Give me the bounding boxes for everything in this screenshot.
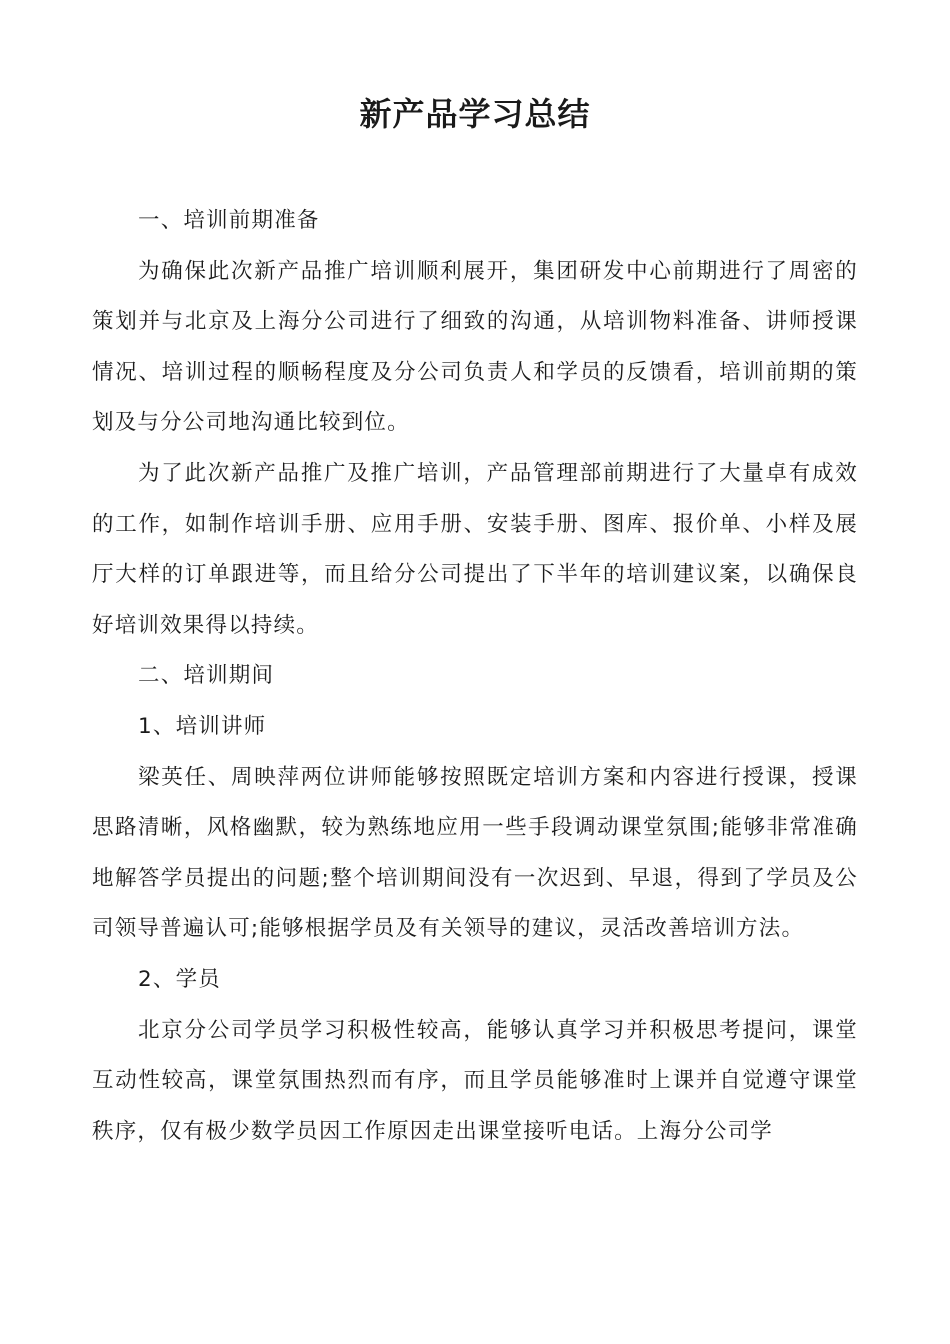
- subsection-heading-1: 1、培训讲师: [138, 713, 267, 739]
- paragraph-4: 北京分公司学员学习积极性较高，能够认真学习并积极思考提问，课堂互动性较高，课堂氛围热烈而有序，而且学员能够准时上课并自觉遵守课堂秩序，仅有极少数学员因工作原因走出课堂接听电话。上海分公司学: [92, 1017, 858, 1144]
- section-heading-2: 二、培训期间: [138, 663, 275, 689]
- document-title: 新产品学习总结: [359, 95, 591, 133]
- document-body: [92, 196, 858, 1157]
- paragraph-2: 为了此次新产品推广及推广培训，产品管理部前期进行了大量卓有成效的工作，如制作培训手册、应用手册、安装手册、图库、报价单、小样及展厅大样的订单跟进等，而且给分公司提出了下半年的培训建议案，以确保良好培训效果得以持续。: [92, 460, 858, 638]
- subsection-heading-2: 2、学员: [138, 966, 221, 992]
- section-heading-1: 一、培训前期准备: [138, 208, 320, 233]
- paragraph-3: 梁英任、周映萍两位讲师能够按照既定培训方案和内容进行授课，授课思路清晰，风格幽默，较为熟练地应用一些手段调动课堂氛围;能够非常准确地解答学员提出的问题;整个培训期间没有一次迟到、早退，得到了学员及公司领导普遍认可;能够根据学员及有关领导的建议，灵活改善培训方法。: [92, 764, 858, 942]
- paragraph-1: 为确保此次新产品推广培训顺利展开，集团研发中心前期进行了周密的策划并与北京及上海分公司进行了细致的沟通，从培训物料准备、讲师授课情况、培训过程的顺畅程度及分公司负责人和学员的反馈看，培训前期的策划及与分公司地沟通比较到位。: [92, 258, 858, 436]
